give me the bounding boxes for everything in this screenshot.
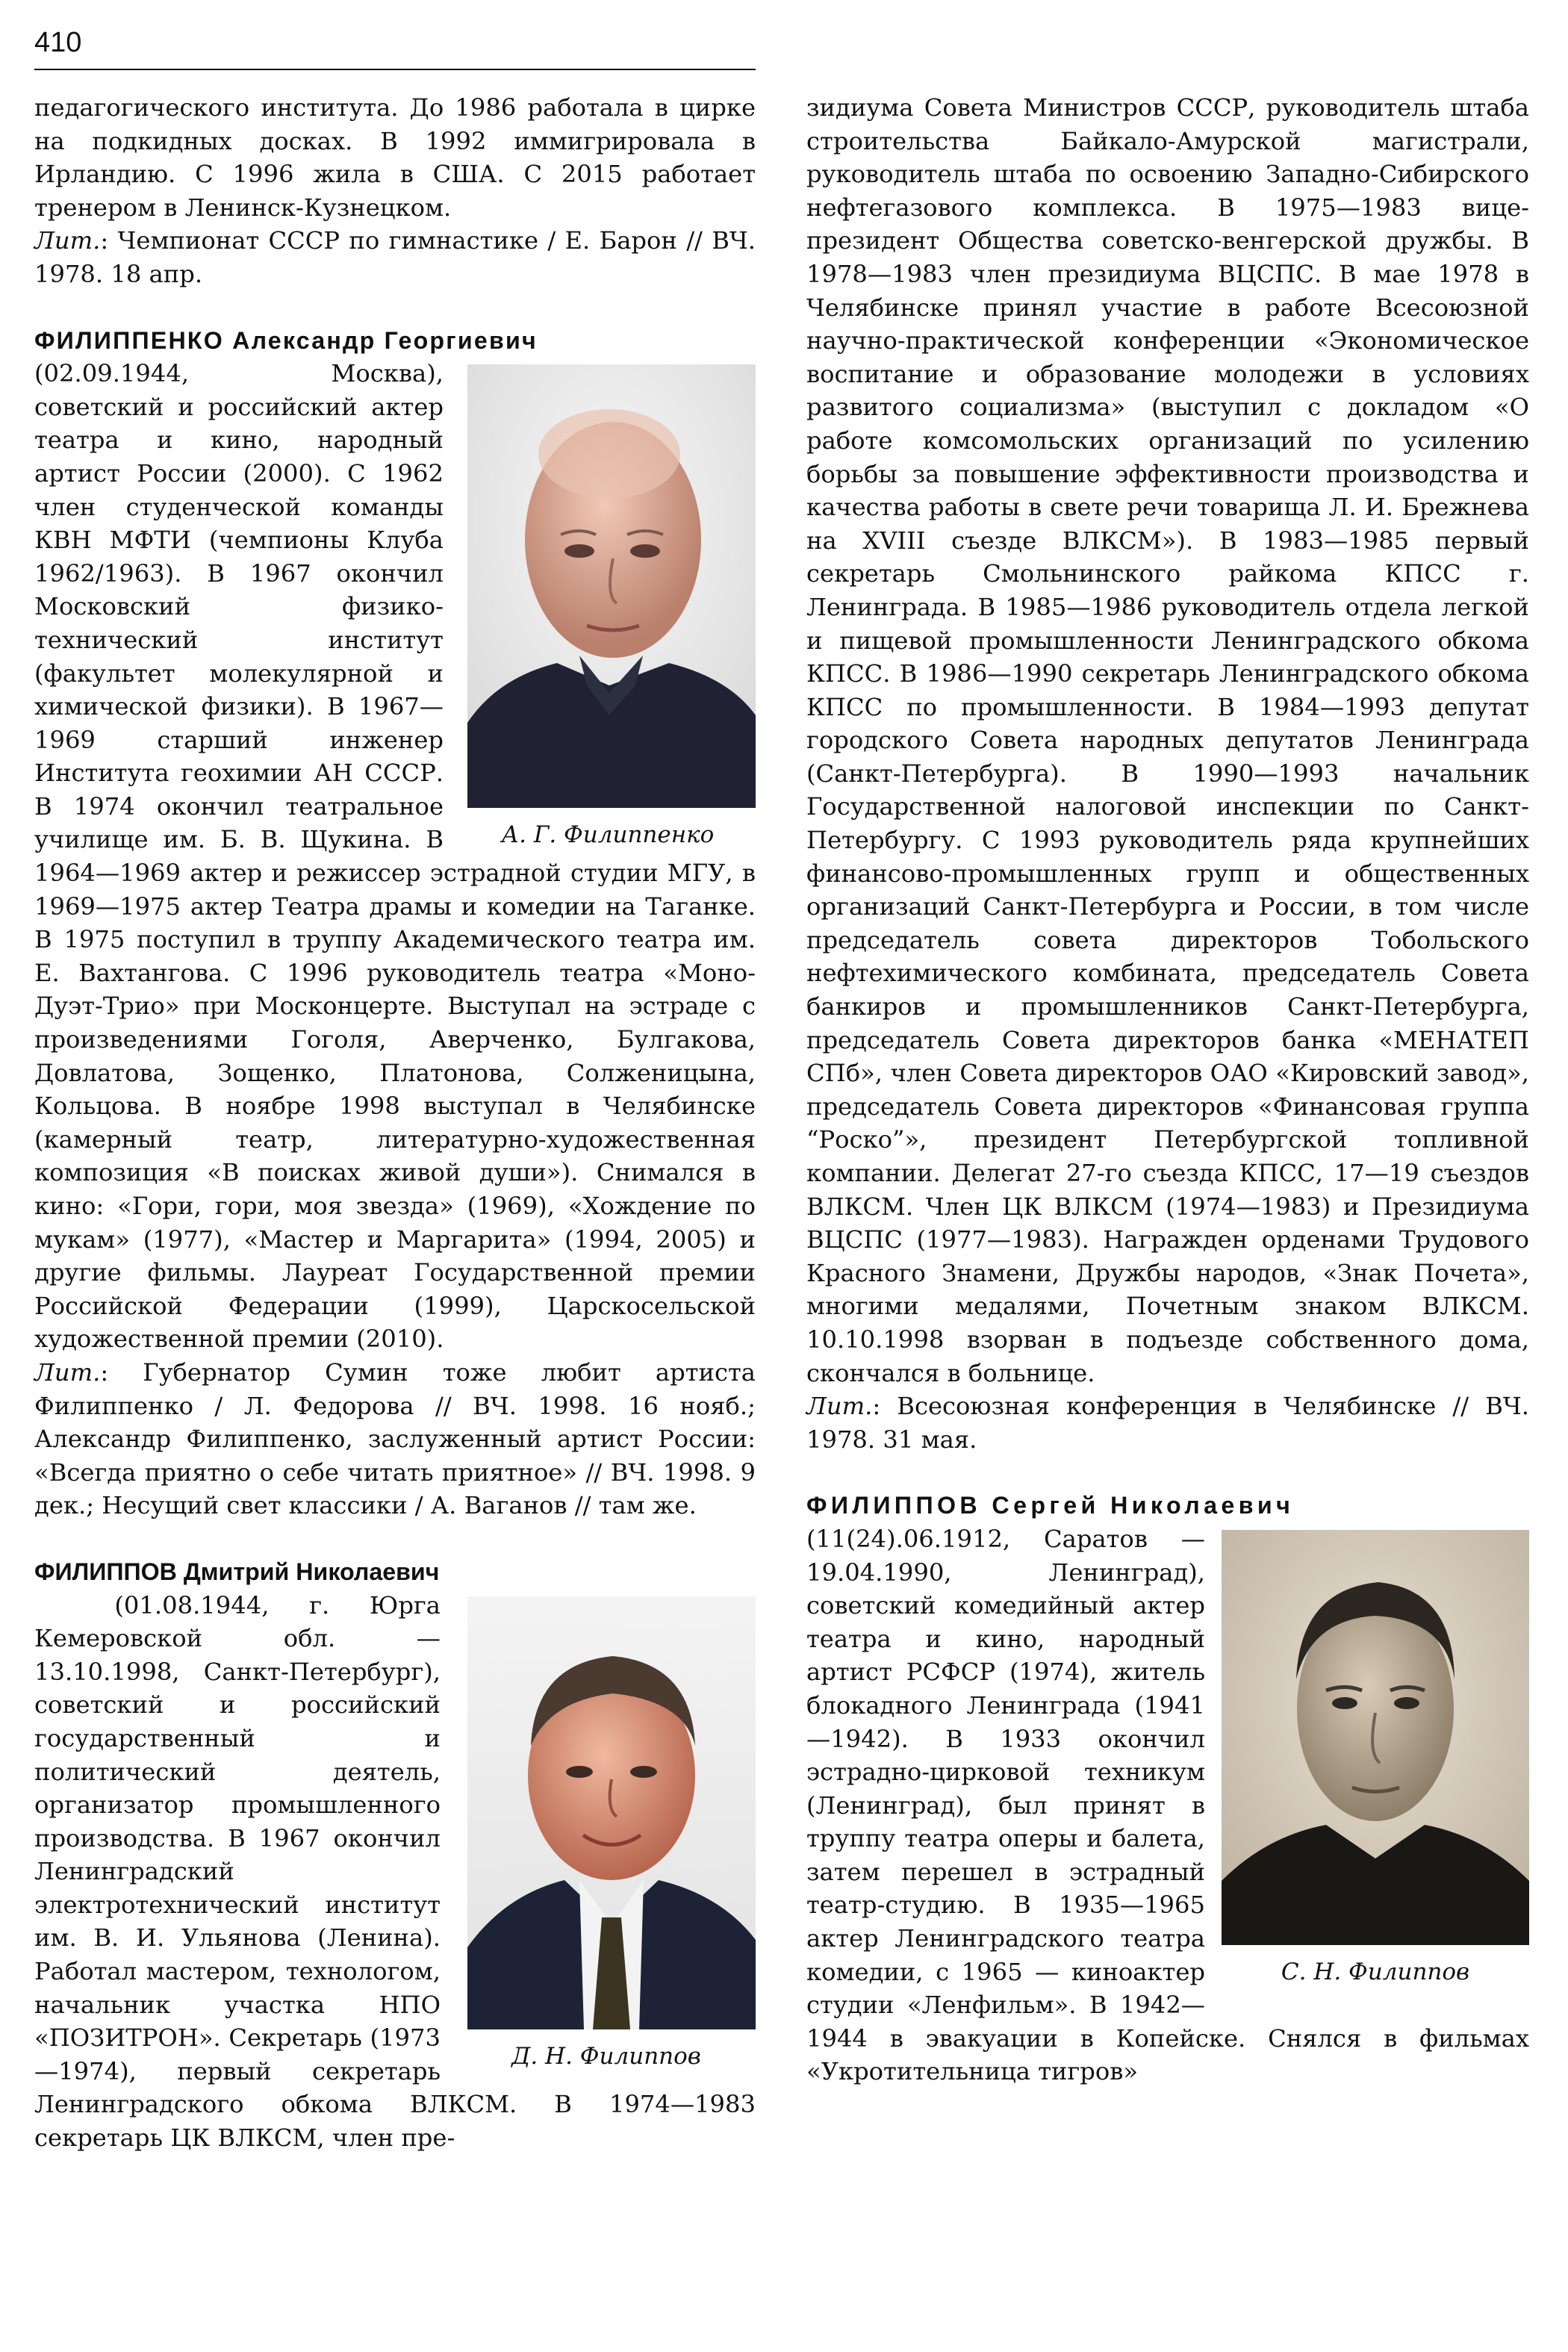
- entry-headword: ФИЛИППОВ Дмитрий Николаевич: [34, 1558, 440, 1585]
- portrait-figure: [1222, 1522, 1529, 1993]
- literature-label: Лит.: [34, 1357, 101, 1387]
- portrait-caption: Д. Н. Филиппов: [511, 2042, 701, 2070]
- portrait-caption: А. Г. Филиппенко: [501, 821, 715, 849]
- entry-text: зидиума Совета Министров СССР, руководитель штаба строительства Байкало-Амурской магистрали, руководитель штаба по освоению Западно-Сибирского нефтегазового комплекса. В 1975—1983 вице-президент Общества советско-венгерской дружбы. В 1978—1983 член президиума ВЦСПС. В мае 1978 в Челябинске принял участие в работе Всесоюзной научно-практической конференции «Экономическое воспитание и образование молодежи в условиях развитого социализма» (выступил с докладом «О работе комсомольских организаций по усилению борьбы за повышение эффективности производства и качества работы в свете речи товарища Л. И. Брежнева на XVIII съезде ВЛКСМ»). В 1983—1985 первый секретарь Смольнинского райкома КПСС г. Ленинграда. В 1985—1986 руководитель отдела легкой и пищевой промышленности Ленинградского обкома КПСС. В 1986—1990 секретарь Ленинградского обкома КПСС по промышленности. В 1984—1993 депутат городского Совета народных депутатов Ленинграда (Санкт-Петербурга). В 1990—1993 начальник Государственной налоговой инспекции по Санкт-Петербургу. С 1993 руководитель ряда крупнейших финансово-промышленных групп и общественных организаций Санкт-Петербурга и России, в том числе председатель совета директоров Тобольского нефтехимического комбината, председатель Совета банкиров и промышленников Санкт-Петербурга, председатель Совета директоров банка «МЕНАТЕП СПб», член Совета директоров ОАО «Кировский завод», председатель Совета директоров «Финансовая группа “Роско”», президент Петербургской топливной компании. Делегат 27-го съезда КПСС, 17—19 съездов ВЛКСМ. Член ЦК ВЛКСМ (1974—1983) и Президиума ВЦСПС (1977—1983). Награжден орденами Трудового Красного Знамени, Дружбы народов, «Знак Почета», многими медалями, Почетным знаком ВЛКСМ. 10.10.1998 взорван в подъезде собственного дома, скончался в больнице.: [806, 93, 1529, 1387]
- entry-headword: ФИЛИППОВ Сергей Николаевич: [806, 1492, 1295, 1519]
- entry-text: педагогического института. До 1986 работала в цирке на подкидных досках. В 1992 иммигрировала в Ирландию. С 1996 жила в США. С 2015 работает тренером в Ленинск-Кузнецком.: [34, 93, 756, 222]
- left-column: [34, 91, 756, 2155]
- portrait-caption: С. Н. Филиппов: [1281, 1958, 1470, 1985]
- portrait-figure: [460, 357, 756, 848]
- entry-filippov-dmitry: [34, 1555, 756, 1589]
- literature-note: [806, 1390, 1529, 1456]
- entry-filippov-sergey: [806, 1489, 1529, 1522]
- portrait-photo: [1222, 1530, 1529, 1945]
- literature-label: Лит.: [806, 1392, 873, 1421]
- literature-text: : Чемпионат СССР по гимнастике / Е. Барон // ВЧ. 1978. 18 апр.: [34, 226, 756, 288]
- literature-text: : Губернатор Сумин тоже любит артиста Филиппенко / Л. Федорова // ВЧ. 1998. 16 нояб.; Александр Филиппенко, заслуженный артист России: «Всегда приятно о себе читать приятное» // ВЧ. 1998. 9 дек.; Несущий свет классики / А. Ваганов // там же.: [34, 1357, 756, 1520]
- entry-text: (11(24).06.1912, Саратов — 19.04.1990, Ленинград), советский комедийный актер театра и кино, народный артист РСФСР (1974), житель блокадного Ленинграда (1941—1942). В 1933 окончил эстрадно-цирковой техникум (Ленинград), был принят в труппу театра оперы и балета, затем перешел в эстрадный театр-студию. В 1935—1965 актер Ленинградского театра комедии, с 1965 — киноактер студии «Ленфильм». В 1942—1944 в эвакуации в Копейске. Снялся в фильмах «Укротительница тигров»: [806, 1524, 1529, 2086]
- entry-filippenko: [34, 324, 756, 358]
- portrait-photo: [467, 1596, 756, 2029]
- literature-note: [34, 1356, 756, 1522]
- literature-text: : Всесоюзная конференция в Челябинске // ВЧ. 1978. 31 мая.: [806, 1392, 1529, 1454]
- entry-prev-tail: [34, 91, 756, 224]
- literature-note: [34, 224, 756, 290]
- entry-headword: ФИЛИППЕНКО Александр Георгиевич: [34, 326, 538, 354]
- entry-text: (01.08.1944, г. Юрга Кемеровской обл. — 13.10.1998, Санкт-Петербург), советский и российский государственный и политический деятель, организатор промышленного производства. В 1967 окончил Ленинградский электротехнический институт им. В. И. Ульянова (Ленина). Работал мастером, технологом, начальник участка НПО «ПОЗИТРОН». Секретарь (1973—1974), первый секретарь Ленинградского обкома ВЛКСМ. В 1974—1983 секретарь ЦК ВЛКСМ, член пре-: [34, 1590, 756, 2153]
- entry-filippov-dmitry-continued: [806, 91, 1529, 1390]
- header-rule: [34, 69, 756, 70]
- portrait-photo: [467, 364, 756, 808]
- right-column: [806, 91, 1529, 2088]
- entry-text: (02.09.1944, Москва), советский и российский актер театра и кино, народный артист России (2000). С 1962 член студенческой команды КВН МФТИ (чемпионы Клуба 1962/1963). В 1967 окончил Московский физико-технический институт (факультет молекулярной и химической физики). В 1967—1969 старший инженер Института геохимии АН СССР. В 1974 окончил театральное училище им. Б. В. Щукина. В 1964—1969 актер и режиссер эстрадной студии МГУ, в 1969—1975 актер Театра драмы и комедии на Таганке. В 1975 поступил в труппу Академического театра им. Е. Вахтангова. С 1996 руководитель театра «Моно-Дуэт-Трио» при Москонцерте. Выступал на эстраде с произведениями Гоголя, Аверченко, Булгакова, Довлатова, Зощенко, Платонова, Солженицына, Кольцова. В ноябре 1998 выступал в Челябинске (камерный театр, литературно-художественная композиция «В поисках живой души»). Снимался в кино: «Гори, гори, моя звезда» (1969), «Хождение по мукам» (1977), «Мастер и Маргарита» (1994, 2005) и другие фильмы. Лауреат Государственной премии Российской Федерации (1999), Царскосельской художественной премии (2010).: [34, 359, 756, 1354]
- page-number: 410: [34, 27, 82, 58]
- literature-label: Лит.: [34, 226, 101, 255]
- portrait-figure: [457, 1589, 756, 2074]
